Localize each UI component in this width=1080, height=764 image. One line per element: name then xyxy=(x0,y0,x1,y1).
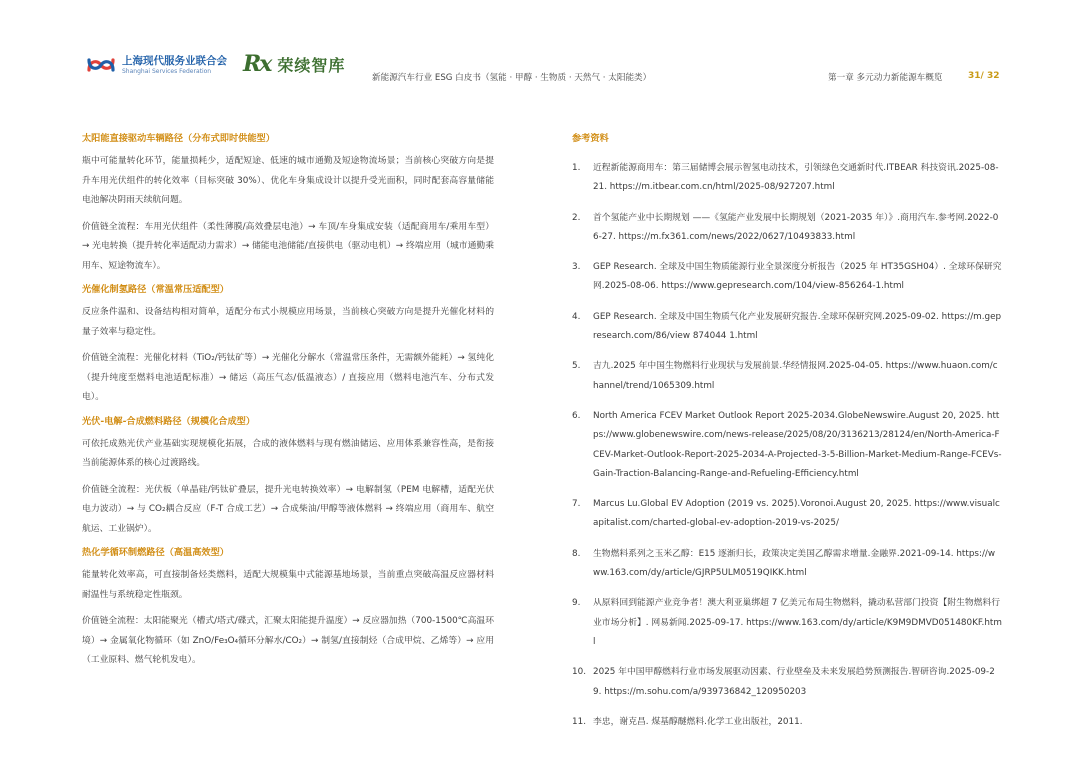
ssf-name-en: Shanghai Services Federation xyxy=(122,67,212,75)
ssf-logo-icon xyxy=(86,54,116,76)
section-pv-electrolysis-synfuel xyxy=(82,415,494,540)
section-heading: 光催化制氢路径（常温常压适配型） xyxy=(82,284,229,295)
value-chain-paragraph: 价值链全流程：光伏板（单晶硅/钙钛矿叠层，提升光电转换效率）→ 电解制氢（PEM 电解槽，适配光伏电力波动）→ 与 CO₂耦合反应（F-T 合成工艺）→ 合成柴油/甲醇等液体燃料 → 终端应用（商用车、航空航运、工业锅炉）。 xyxy=(82,484,494,534)
reference-item xyxy=(572,594,1002,652)
rx-logo-mark: Rx xyxy=(243,51,271,77)
chapter-title: 第一章 多元动力新能源车概览 xyxy=(828,73,943,83)
reference-text: 近程新能源商用车：第三届储博会展示智氢电动技术，引领绿色交通新时代.ITBEAR 科技资讯.2025-08-21. https://m.itbear.com.cn/html/2025-08/927207.html xyxy=(593,163,999,193)
reference-text: 吉九.2025 年中国生物燃料行业现状与发展前景.华经情报网.2025-04-05. https://www.huaon.com/channel/trend/1065309.html xyxy=(593,361,998,391)
reference-list xyxy=(572,159,1002,732)
reference-text: 从原料回到能源产业竞争者！澳大利亚巢绑超 7 亿美元布局生物燃料，撬动私营部门投资【附生物燃料行业市场分析】. 网易新闻.2025-09-17. https://www.163.com/dy/article/K9M9DMVD051480KF.html xyxy=(593,598,1002,647)
reference-text: North America FCEV Market Outlook Report 2025-2034.GlobeNewswire.August 20, 2025. https://www.globenewswire.com/news-release/2025/08/20/3136213/28124/en/North-America-FCEV-Market-Outlook-Report-2025-2034-A-Projected-3-5-Billion-Market-Medium-Range-FCEVs-Gain-Traction-Balancing-Range-and-Refueling-Efficiency.html xyxy=(593,410,1002,479)
value-chain-paragraph: 价值链全流程：太阳能聚光（槽式/塔式/碟式，汇聚太阳能提升温度）→ 反应器加热（700-1500℃高温环境）→ 金属氧化物循环（如 ZnO/Fe₃O₄循环分解水/CO₂）→ 制氢/直接制烃（合成甲烷、乙烯等）→ 应用（工业原料、燃气轮机发电）。 xyxy=(82,616,494,665)
reference-number: 10. xyxy=(572,667,586,678)
reference-number: 6. xyxy=(572,410,581,421)
reference-item xyxy=(572,159,1002,198)
value-chain-paragraph: 价值链全流程：车用光伏组件（柔性薄膜/高效叠层电池）→ 车顶/车身集成安装（适配商用车/乘用车型）→ 光电转换（提升转化率适配动力需求）→ 储能电池储能/直接供电（驱动电机）→ 终端应用（城市通勤乘用车、短途物流车）。 xyxy=(82,221,494,271)
reference-number: 3. xyxy=(572,262,581,273)
reference-item xyxy=(572,357,1002,396)
reference-number: 1. xyxy=(572,163,581,173)
references-heading: 参考资料 xyxy=(572,133,609,144)
reference-item xyxy=(572,308,1002,347)
value-chain-paragraph: 价值链全流程：光催化材料（TiO₂/钙钛矿等）→ 光催化分解水（常温常压条件，无需额外能耗）→ 氢纯化（提升纯度至燃料电池适配标准）→ 储运（高压气态/低温液态）/ 直接应用（燃料电池汽车、分布式发电）。 xyxy=(82,353,494,402)
page-header xyxy=(0,44,1080,94)
reference-number: 2. xyxy=(572,212,581,223)
reference-item xyxy=(572,663,1002,702)
reference-text: Marcus Lu.Global EV Adoption (2019 vs. 2025).Voronoi.August 20, 2025. https://www.visualcapitalist.com/charted-global-ev-adoption-2019-vs-2025/ xyxy=(593,499,1000,529)
reference-number: 7. xyxy=(572,499,581,510)
reference-item xyxy=(572,545,1002,584)
references-column xyxy=(572,132,1002,743)
rx-name-cn: 荣续智库 xyxy=(277,55,346,75)
reference-item xyxy=(572,713,1002,732)
reference-number: 8. xyxy=(572,548,581,559)
body-paragraph: 可依托成熟光伏产业基础实现规模化拓展，合成的液体燃料与现有燃油储运、应用体系兼容性高，是衔接当前能源体系的核心过渡路线。 xyxy=(82,438,494,468)
reference-text: 生物燃料系列之玉米乙醇：E15 逐渐归长，政策决定美国乙醇需求增量.金融界.2021-09-14. https://www.163.com/dy/article/GJRP5ULM0519QIKK.html xyxy=(593,548,996,579)
body-paragraph: 能量转化效率高，可直接制备烃类燃料，适配大规模集中式能源基地场景，当前重点突破高温反应器材料耐温性与系统稳定性瓶颈。 xyxy=(82,570,494,600)
reference-number: 11. xyxy=(572,716,586,727)
ssf-logo xyxy=(86,54,227,76)
document-title: 新能源汽车行业 ESG 白皮书（氢能 · 甲醇 · 生物质 · 天然气 · 太阳能类） xyxy=(372,73,652,83)
body-paragraph: 反应条件温和、设备结构相对简单，适配分布式小规模应用场景，当前核心突破方向是提升光催化材料的量子效率与稳定性。 xyxy=(82,307,494,337)
reference-item xyxy=(572,407,1002,484)
section-solar-direct-drive xyxy=(82,132,494,276)
reference-text: 首个氢能产业中长期规划 ——《氢能产业发展中长期规划（2021-2035 年）》.商用汽车.参考网.2022-06-27. https://m.fx361.com/news/2022/0627/10493833.html xyxy=(593,212,999,242)
reference-number: 5. xyxy=(572,361,581,372)
reference-item xyxy=(572,258,1002,297)
reference-number: 4. xyxy=(572,311,581,322)
reference-text: 2025 年中国甲醇燃料行业市场发展驱动因素、行业壁垒及未来发展趋势预测报告.智研咨询.2025-09-29. https://m.sohu.com/a/939736842_120950203 xyxy=(593,667,995,697)
reference-text: GEP Research. 全球及中国生物质气化产业发展研究报告.全球环保研究网.2025-09-02. https://m.gepresearch.com/86/view 874044 1.html xyxy=(593,311,1002,342)
section-heading: 热化学循环制燃路径（高温高效型） xyxy=(82,547,229,558)
reference-number: 9. xyxy=(572,598,581,609)
reference-item xyxy=(572,209,1002,248)
reference-text: 李忠，谢克昌. 煤基醇醚燃料.化学工业出版社，2011. xyxy=(593,716,803,727)
page-number: 31/ 32 xyxy=(968,71,1000,81)
section-thermochemical-cycle xyxy=(82,546,494,671)
section-heading: 太阳能直接驱动车辆路径（分布式即时供能型） xyxy=(82,133,275,144)
reference-text: GEP Research. 全球及中国生物质能源行业全景深度分析报告（2025 年 HT35GSH04）. 全球环保研究网.2025-08-06. https://www.gepresearch.com/104/view-856264-1.html xyxy=(593,262,1002,292)
body-paragraph: 瓶中可能量转化环节，能量损耗少，适配短途、低速的城市通勤及短途物流场景；当前核心突破方向是提升车用光伏组件的转化效率（目标突破 30%）、优化车身集成设计以提升受光面积，同时配套高容量储能电池解决阴雨天续航问题。 xyxy=(82,156,494,205)
ssf-name-cn: 上海现代服务业联合会 xyxy=(122,54,227,67)
left-column xyxy=(82,132,494,678)
section-heading: 光伏-电解-合成燃料路径（规模化合成型） xyxy=(82,415,256,427)
rx-logo xyxy=(243,51,345,77)
reference-item xyxy=(572,495,1002,534)
section-photocatalytic-hydrogen xyxy=(82,283,494,408)
